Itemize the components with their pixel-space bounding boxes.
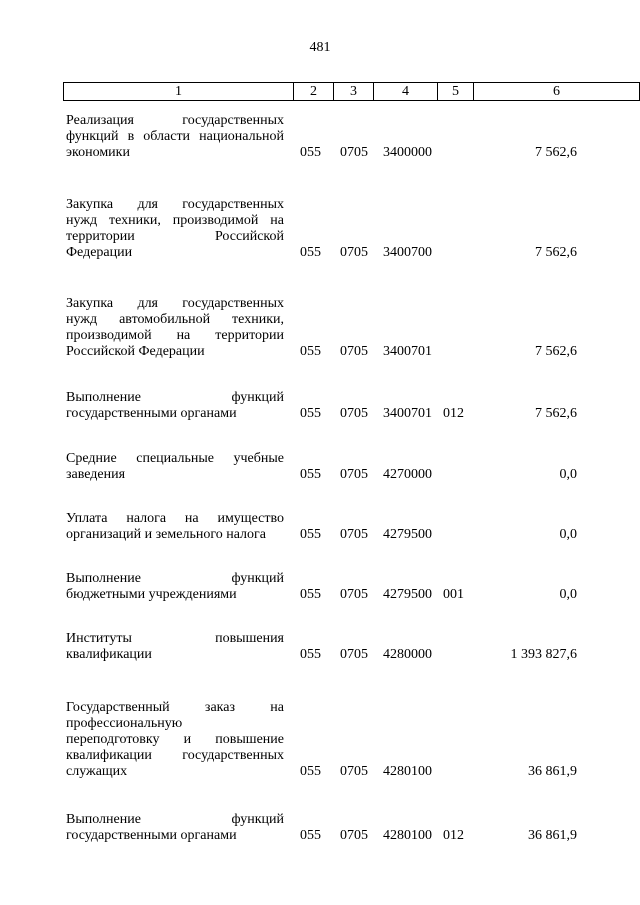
cell-c4: 3400000 [383, 145, 432, 160]
description-line: заведения [66, 467, 126, 482]
row-description [66, 390, 284, 422]
header-col-5: 5 [438, 83, 474, 101]
table-row [0, 390, 640, 422]
cell-c3: 0705 [340, 406, 368, 421]
cell-c2: 055 [300, 145, 321, 160]
row-description [66, 451, 284, 483]
description-line: переподготовку и повышение [66, 732, 284, 747]
cell-c3: 0705 [340, 145, 368, 160]
description-line: Закупка для государственных [66, 197, 284, 212]
cell-c4: 3400701 [383, 406, 432, 421]
header-col-4: 4 [374, 83, 438, 101]
cell-c3: 0705 [340, 245, 368, 260]
table-row [0, 631, 640, 663]
description-line: квалификации государственных [66, 748, 284, 763]
row-description [66, 631, 284, 663]
description-line: производимой на территории [66, 328, 284, 343]
description-line: Реализация государственных [66, 113, 284, 128]
description-line: Выполнение функций [66, 390, 284, 405]
cell-c2: 055 [300, 828, 321, 843]
description-line: Закупка для государственных [66, 296, 284, 311]
description-line: экономики [66, 145, 130, 160]
cell-c2: 055 [300, 245, 321, 260]
cell-c4: 3400701 [383, 344, 432, 359]
description-line: бюджетными учреждениями [66, 587, 237, 602]
header-col-3: 3 [334, 83, 374, 101]
description-line: профессиональную [66, 716, 183, 731]
description-line: Уплата налога на имущество [66, 511, 284, 526]
cell-c3: 0705 [340, 587, 368, 602]
page-number: 481 [309, 40, 331, 55]
description-line: функций в области национальной [66, 129, 284, 144]
description-line: Государственный заказ на [66, 700, 284, 715]
cell-c3: 0705 [340, 828, 368, 843]
cell-c4: 4280100 [383, 764, 432, 779]
row-description [66, 700, 284, 780]
row-description [66, 197, 284, 261]
cell-c6: 1 393 827,6 [510, 647, 577, 662]
description-line: государственными органами [66, 828, 237, 843]
cell-c4: 4280000 [383, 647, 432, 662]
cell-c6: 0,0 [559, 527, 577, 542]
row-description [66, 296, 284, 360]
cell-c4: 4270000 [383, 467, 432, 482]
description-line: организаций и земельного налога [66, 527, 266, 542]
table-row [0, 511, 640, 543]
cell-c4: 4279500 [383, 587, 432, 602]
cell-c6: 7 562,6 [535, 344, 577, 359]
table-row [0, 296, 640, 360]
cell-c6: 0,0 [559, 467, 577, 482]
description-line: нужд техники, производимой на [66, 213, 284, 228]
description-line: Российской Федерации [66, 344, 205, 359]
table-row [0, 700, 640, 780]
cell-c3: 0705 [340, 647, 368, 662]
cell-c6: 7 562,6 [535, 406, 577, 421]
cell-c6: 7 562,6 [535, 245, 577, 260]
table-row [0, 571, 640, 603]
description-line: Институты повышения [66, 631, 284, 646]
table-row [0, 812, 640, 844]
cell-c3: 0705 [340, 764, 368, 779]
cell-c6: 0,0 [559, 587, 577, 602]
description-line: Средние специальные учебные [66, 451, 284, 466]
header-col-6: 6 [474, 83, 640, 101]
cell-c6: 36 861,9 [528, 764, 577, 779]
cell-c2: 055 [300, 406, 321, 421]
row-description [66, 812, 284, 844]
table-row [0, 197, 640, 261]
cell-c2: 055 [300, 344, 321, 359]
header-col-2: 2 [294, 83, 334, 101]
cell-c4: 3400700 [383, 245, 432, 260]
cell-c4: 4280100 [383, 828, 432, 843]
cell-c3: 0705 [340, 527, 368, 542]
description-line: Выполнение функций [66, 812, 284, 827]
description-line: Федерации [66, 245, 133, 260]
description-line: территории Российской [66, 229, 284, 244]
header-col-1: 1 [64, 83, 294, 101]
cell-c2: 055 [300, 647, 321, 662]
cell-c4: 4279500 [383, 527, 432, 542]
row-description [66, 113, 284, 161]
description-line: нужд автомобильной техники, [66, 312, 284, 327]
row-description [66, 511, 284, 543]
cell-c5: 012 [443, 406, 464, 421]
cell-c2: 055 [300, 467, 321, 482]
description-line: квалификации [66, 647, 152, 662]
description-line: служащих [66, 764, 128, 779]
cell-c2: 055 [300, 527, 321, 542]
cell-c2: 055 [300, 587, 321, 602]
table-header [63, 82, 640, 101]
cell-c2: 055 [300, 764, 321, 779]
cell-c6: 36 861,9 [528, 828, 577, 843]
table-row [0, 451, 640, 483]
description-line: государственными органами [66, 406, 237, 421]
description-line: Выполнение функций [66, 571, 284, 586]
row-description [66, 571, 284, 603]
cell-c5: 012 [443, 828, 464, 843]
table-row [0, 113, 640, 161]
cell-c3: 0705 [340, 344, 368, 359]
cell-c3: 0705 [340, 467, 368, 482]
cell-c6: 7 562,6 [535, 145, 577, 160]
cell-c5: 001 [443, 587, 464, 602]
